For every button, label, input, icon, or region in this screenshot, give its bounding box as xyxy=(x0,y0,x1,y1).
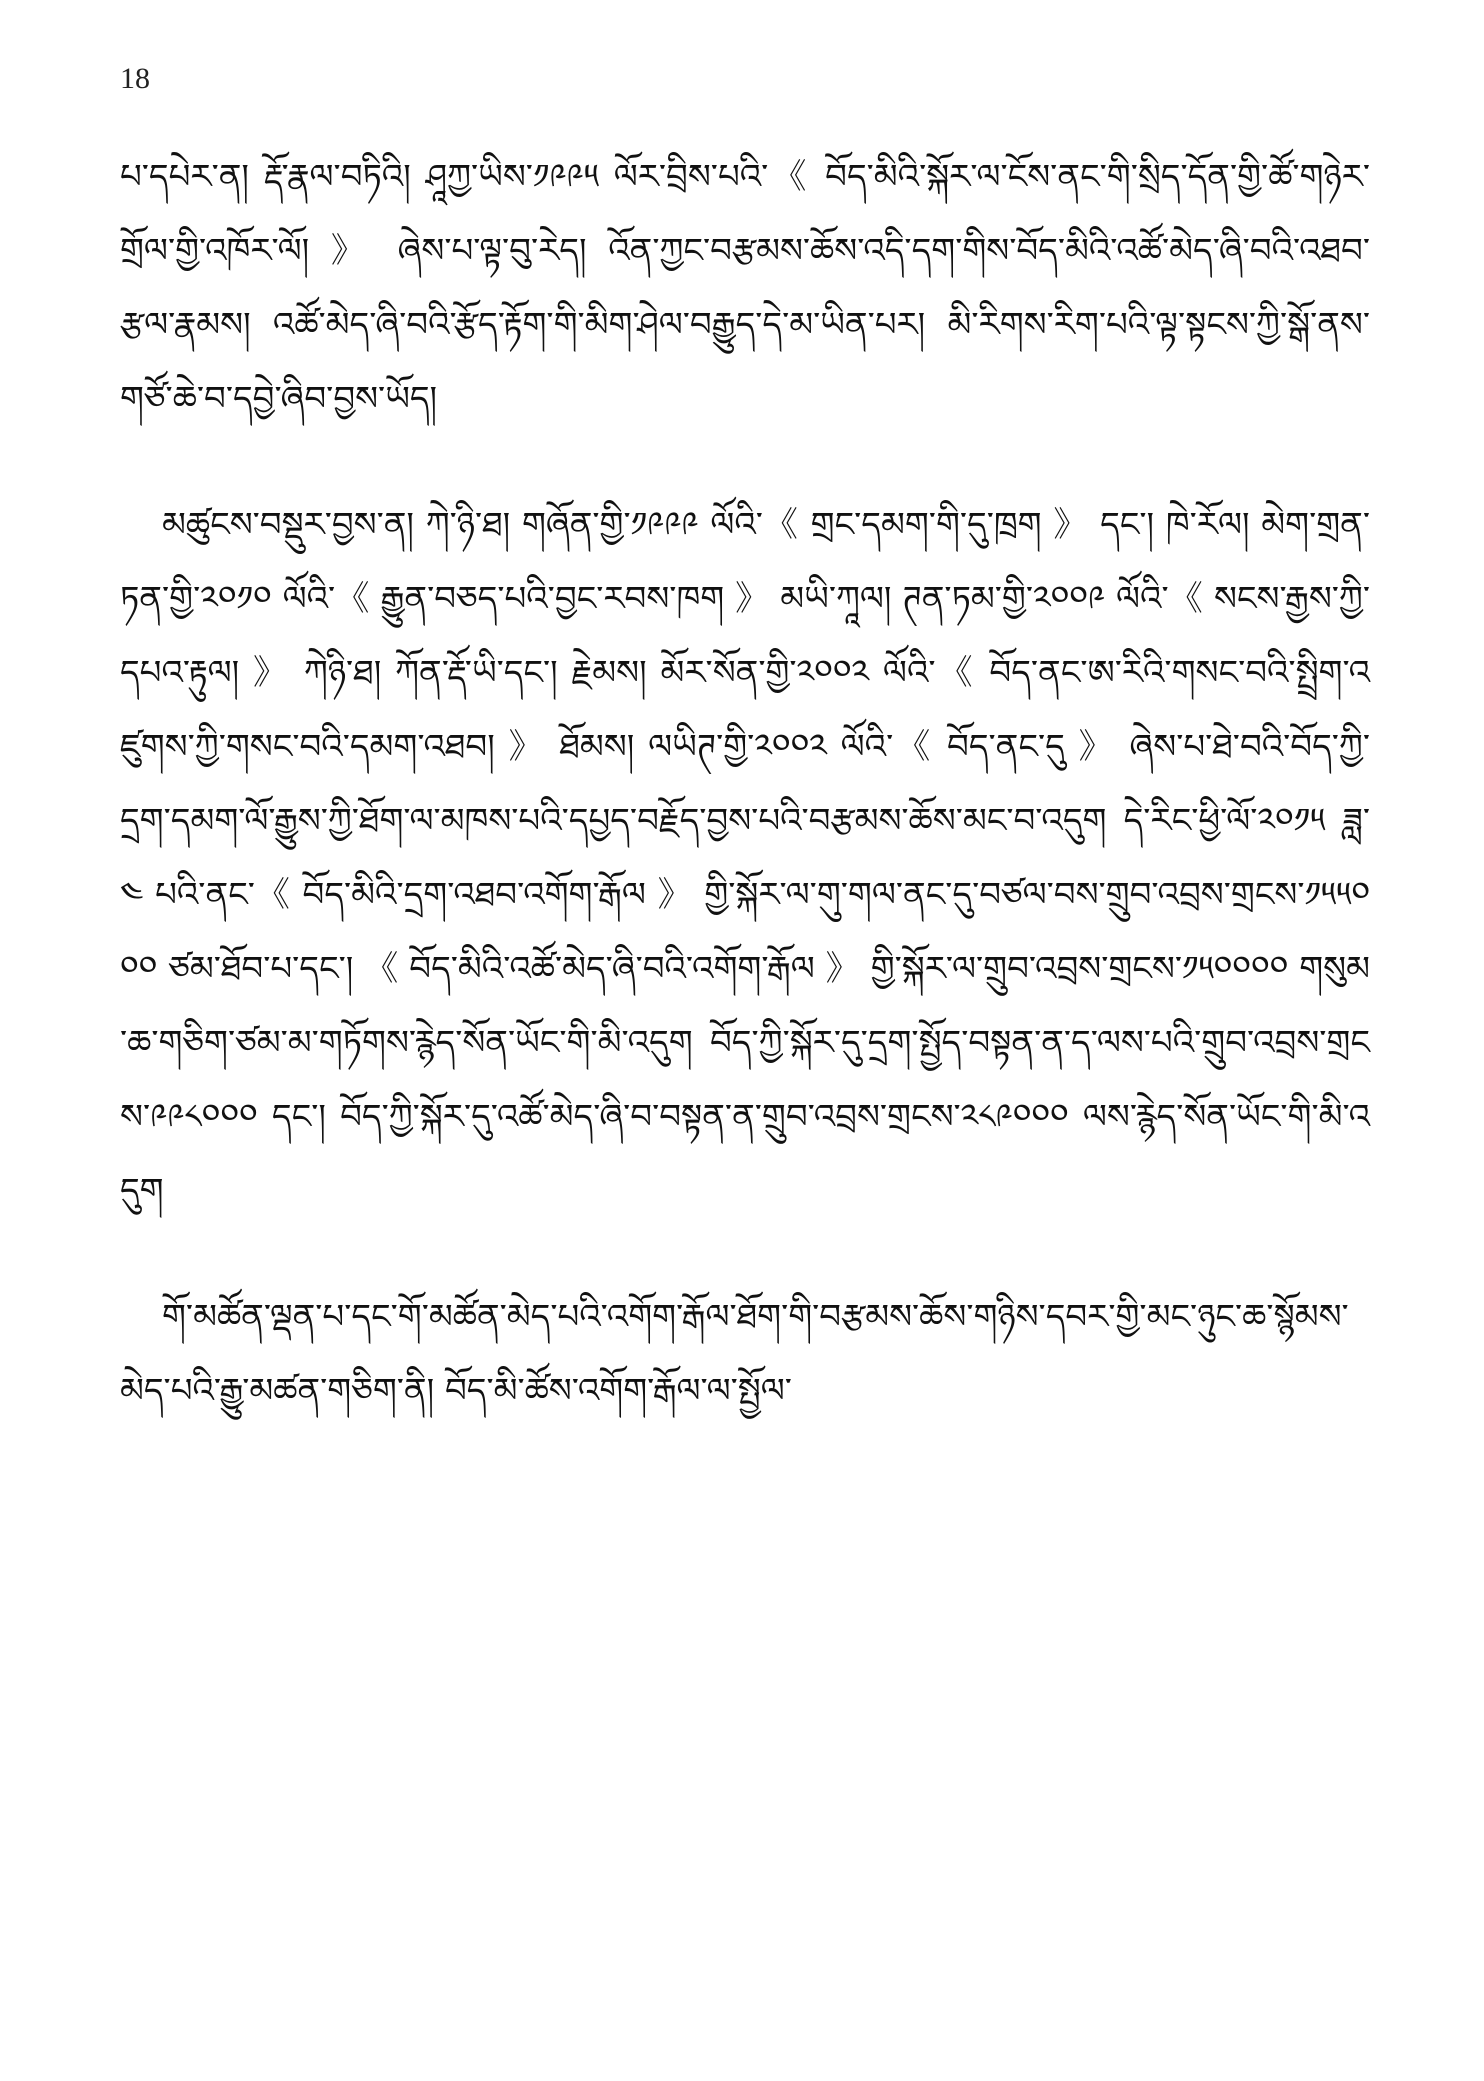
paragraph-2: མཚུངས་བསྡུར་བྱས་ན། ཀེ་ཉི་ཐ། གཞོན་གྱི་༡༩༩༩ ལོའི་《 གྲང་དམག་གི་དུ་ཁྲག 》 དང་། ཁེ་རོལ། མེག་གྲན་ཏན་གྱི་༢༠༡༠ ལོའི་《 རྒྱུན་བཅད་པའི་བྱང་རབས་ཁག 》 མཡི་ཀཱལ། ཊན་ཏམ་གྱི་༢༠༠༩ ལོའི་《 སངས་རྒྱས་ཀྱི་དཔའ་རྟུལ། 》 ཀེཉི་ཐ། ཀོན་རྡོ་ཡི་དང་། རྗེམས། མོར་སོན་གྱི་༢༠༠༢ ལོའི་《 བོད་ནང་ཨ་རིའི་གསང་བའི་སྤྲིག་འཛུགས་ཀྱི་གསང་བའི་དམག་འཐབ། 》 ཐོམས། ལཡིཊ་གྱི་༢༠༠༢ ལོའི་《 བོད་ནང་དུ 》 ཞེས་པ་ཐེ་བའི་བོད་ཀྱི་དྲག་དམག་ལོ་རྒྱུས་ཀྱི་ཐོག་ལ་མཁས་པའི་དཔྱད་བརྗོད་བྱས་པའི་བརྩམས་ཆོས་མང་བ་འདུག དེ་རིང་ཕྱི་ལོ་༢༠༡༥ ཟླ་༤ པའི་ནང་《 བོད་མིའི་དྲག་འཐབ་འགོག་རྒོལ 》 གྱི་སྐོར་ལ་གུ་གལ་ནང་དུ་བཙལ་བས་གྲུབ་འབྲས་གྲངས་༡༥༥༠༠༠ ཙམ་ཐོབ་པ་དང་། 《 བོད་མིའི་འཚོ་མེད་ཞི་བའི་འགོག་རྒོལ 》 གྱི་སྐོར་ལ་གྲུབ་འབྲས་གྲངས་༡༥༠༠༠༠ གསུམ་ཆ་གཅིག་ཙམ་མ་གཏོགས་རྙེད་སོན་ཡོང་གི་མི་འདུག བོད་ཀྱི་སྐོར་དུ་དྲག་སྤྱོད་བསྟན་ན་ད་ལས་པའི་གྲུབ་འབྲས་གྲངས་༩༩༨༠༠༠ དང་། བོད་ཀྱི་སྐོར་དུ་འཚོ་མེད་ཞི་བ་བསྟན་ན་གྲུབ་འབྲས་གྲངས་༢༨༩༠༠༠ ལས་རྙེད་སོན་ཡོང་གི་མི་འདུག xyxy=(120,505,1370,1211)
paragraph-3: གོ་མཚོན་ལྡན་པ་དང་གོ་མཚོན་མེད་པའི་འགོག་རྒོལ་ཐོག་གི་བརྩམས་ཆོས་གཉིས་དབར་གྱི་མང་ཉུང་ཆ་སྙོམས་མེད་པའི་རྒྱུ་མཚན་གཅིག་ནི། བོད་མི་ཚོས་འགོག་རྒོལ་ལ་སྤྱོལ་ xyxy=(120,1297,1349,1411)
page-number: 18 xyxy=(120,62,150,95)
body-text xyxy=(120,140,1370,1428)
paragraph-1: པ་དཔེར་ན། རྡོ་རྣལ་བཏིའི། ཤཱཀྱ་ཡིས་༡༩༩༥ ལོར་བྲིས་པའི་《 བོད་མིའི་སྐོར་ལ་ངོས་ནང་གི་སྲིད་དོན་གྱི་ཚོ་གཉེར་གྲོལ་གྱི་འཁོར་ལོ། 》 ཞེས་པ་ལྟ་བུ་རེད། འོན་ཀྱང་བརྩམས་ཆོས་འདི་དག་གིས་བོད་མིའི་འཚོ་མེད་ཞི་བའི་འཐབ་རྩལ་རྣམས། འཚོ་མེད་ཞི་བའི་རྩོད་རྟོག་གི་མིག་ཤེལ་བརྒྱུད་དེ་མ་ཡིན་པར། མི་རིགས་རིག་པའི་ལྟ་སྟངས་ཀྱི་སྒོ་ནས་གཙོ་ཆེ་བ་དབྱེ་ཞིབ་བྱས་ཡོད། xyxy=(120,157,1370,419)
